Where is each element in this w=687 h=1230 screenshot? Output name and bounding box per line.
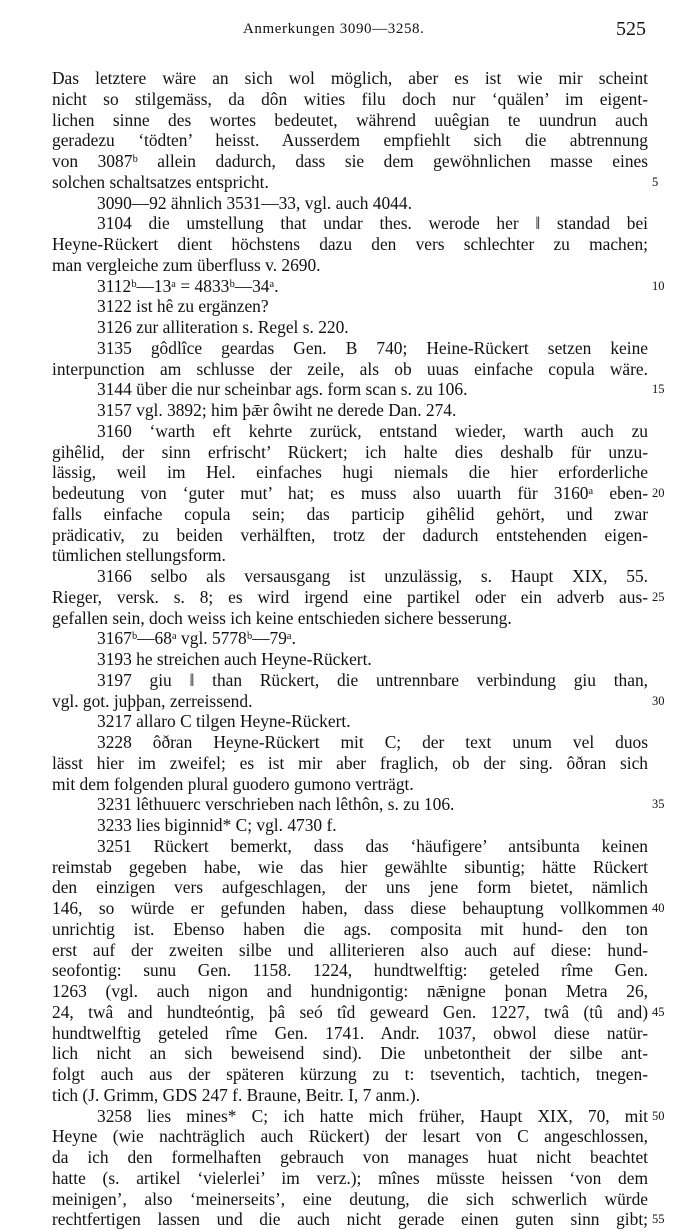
text-line-content: lichen sinne des wortes bedeutet, während uuêgian te uundrun auch: [52, 109, 648, 130]
text-line-content: von 3087ᵇ allein dadurch, dass sie dem gewöhnlichen masse eines: [52, 151, 648, 171]
text-line-content: bedeutung von ‘guter mut’ hat; es muss also uuarth für 3160ᵃ eben-: [52, 483, 648, 503]
margin-line-number: 50: [652, 1108, 665, 1123]
margin-line-number: 55: [652, 1212, 665, 1227]
text-line-content: 3090—92 ähnlich 3531—33, vgl. auch 4044.: [97, 192, 412, 213]
text-line-content: tümlichen stellungsform.: [52, 545, 226, 566]
text-line-content: lässig, weil im Hel. einfaches hugi niemals die hier erforderliche: [52, 462, 648, 483]
text-line: [52, 110, 648, 131]
text-line-content: 3197 giu ‖ than Rückert, die untrennbare verbindung giu than,: [97, 669, 648, 690]
text-line-content: tich (J. Grimm, GDS 247 f. Braune, Beitr. I, 7 anm.).: [52, 1084, 421, 1105]
text-line-content: 3166 selbo als versausgang ist unzulässig, s. Haupt XIX, 55.: [97, 566, 648, 586]
margin-line-number: 30: [652, 693, 665, 708]
margin-line-number: 15: [652, 382, 665, 397]
margin-line-number: 25: [652, 589, 665, 604]
text-line: [52, 130, 648, 151]
text-line: [52, 504, 648, 525]
text-line: [52, 815, 648, 836]
text-line: [52, 1209, 648, 1230]
page-number: 525: [616, 18, 646, 40]
margin-line-number: 45: [652, 1004, 665, 1019]
text-line-content: Das letztere wäre an sich wol möglich, aber es ist wie mir scheint: [52, 68, 648, 88]
text-line: [52, 172, 648, 193]
text-line-content: den einzigen vers aufgeschlagen, der uns jene form bietet, nämlich: [52, 877, 648, 898]
margin-line-number: 20: [652, 486, 665, 500]
text-line-content: nicht so stilgemäss, da dôn wities filu doch nur ‘quälen’ im eigent-: [52, 88, 648, 109]
running-title: Anmerkungen 3090—3258.: [243, 21, 425, 37]
text-line-content: 3167ᵇ—68ᵃ vgl. 5778ᵇ—79ᵃ.: [97, 628, 297, 649]
text-line: [52, 400, 648, 421]
text-line: [52, 1147, 648, 1168]
text-line-content: 146, so würde er gefunden haben, dass diese behauptung vollkommen: [52, 898, 648, 918]
text-line: [52, 732, 648, 753]
text-line-content: 3126 zur alliteration s. Regel s. 220.: [97, 317, 349, 337]
text-line-content: 3251 Rückert bemerkt, dass das ‘häufigere’ antsibunta keinen: [97, 835, 648, 856]
text-line-content: unrichtig ist. Ebenso haben die ags. composita mit hund- den ton: [52, 918, 648, 939]
text-line-content: Heyne (wie nachträglich auch Rückert) der lesart von C angeschlossen,: [52, 1126, 648, 1147]
text-line-content: interpunction am schlusse der zeile, als ob uuas einfache copula wäre.: [52, 358, 648, 379]
text-line: [52, 1064, 648, 1085]
text-line-content: 3160 ‘warth eft kehrte zurück, entstand wieder, warth auch zu: [97, 420, 648, 441]
running-header: [0, 18, 687, 44]
text-line: [52, 89, 648, 110]
text-line: [52, 691, 648, 712]
text-line: [52, 753, 648, 774]
text-line-content: 3258 lies mines* C; ich hatte mich früher, Haupt XIX, 70, mit: [97, 1105, 648, 1126]
text-line-content: 3193 he streichen auch Heyne-Rückert.: [97, 649, 372, 669]
text-line-content: lässt hier im zweifel; es ist mir aber fraglich, ob der sing. ôðran sich: [52, 752, 648, 773]
text-line: [52, 649, 648, 670]
text-line-content: Rieger, versk. s. 8; es wird irgend eine partikel oder ein adverb aus-: [52, 586, 648, 607]
text-line: [52, 483, 648, 504]
text-line-content: 3112ᵇ—13ᵃ = 4833ᵇ—34ᵃ.: [97, 275, 279, 296]
text-line-content: meinigen’, also ‘meinerseits’, eine deutung, die sich schwerlich würde: [52, 1188, 648, 1209]
text-line: [52, 379, 648, 400]
text-line: [52, 234, 648, 255]
text-line: [52, 794, 648, 815]
text-line-content: 3217 allaro C tilgen Heyne-Rückert.: [97, 711, 351, 732]
text-line-content: gihêlid, der sinn erfrischt’ Rückert; ich halte dies deshalb für unzu-: [52, 441, 648, 462]
text-line: [52, 628, 648, 649]
text-line-content: rechtfertigen lassen und die auch nicht gerade einen guten sinn gibt;: [52, 1209, 648, 1230]
text-line-content: man vergleiche zum überfluss v. 2690.: [52, 254, 321, 275]
text-line: [52, 1002, 648, 1023]
margin-line-number: 5: [652, 174, 659, 189]
text-line: [52, 525, 648, 546]
text-line-content: prädicativ, zu beiden verhälften, trotz der dadurch entstehenden eigen-: [52, 524, 648, 545]
text-line: [52, 940, 648, 961]
text-line-content: 3157 vgl. 3892; him þǣr ôwiht ne derede Dan. 274.: [97, 400, 457, 420]
text-line-content: geradezu ‘tödten’ heisst. Ausserdem empfiehlt sich die abtrennung: [52, 130, 648, 151]
margin-line-number: 35: [652, 797, 665, 812]
text-line: [52, 1168, 648, 1189]
margin-line-number: 40: [652, 901, 665, 915]
text-line-content: erst auf der zweiten silbe und alliterieren also auch auf diese: hund-: [52, 939, 648, 960]
text-line-content: Heyne-Rückert dient höchstens dazu den vers schlechter zu machen;: [52, 234, 648, 254]
margin-line-number: 10: [652, 278, 665, 293]
text-line: [52, 1126, 648, 1147]
text-line-content: gefallen sein, doch weiss ich keine entschieden sichere besserung.: [52, 607, 512, 628]
text-line-content: 24, twâ and hundteóntig, þâ seó tîd geweard Gen. 1227, twâ (tû and): [52, 1001, 648, 1022]
text-line-content: hundtwelftig geteled rîme Gen. 1741. Andr. 1037, obwol diese natür-: [52, 1022, 648, 1043]
text-line: [52, 545, 648, 566]
text-line-content: 3104 die umstellung that undar thes. werode her ‖ standad bei: [97, 213, 648, 234]
text-line: [52, 711, 648, 732]
text-line-content: da ich den formelhaften gebrauch von manages huat nicht beachtet: [52, 1147, 648, 1167]
text-line-content: mit dem folgenden plural guodero gumono verträgt.: [52, 773, 414, 794]
text-line-content: 3233 lies biginnid* C; vgl. 4730 f.: [97, 815, 337, 835]
text-line-content: solchen schaltsatzes entspricht.: [52, 171, 269, 192]
text-line-content: hatte (s. artikel ‘vielerlei’ im verz.); mînes müsste heissen ‘von dem: [52, 1167, 648, 1188]
text-line-content: 3122 ist hê zu ergänzen?: [97, 296, 269, 317]
text-line-content: falls einfache copula sein; das particip gihêlid gehört, und zwar: [52, 503, 648, 524]
text-line: [52, 1043, 648, 1064]
text-line-content: folgt auch aus der späteren kürzung zu t: tseventich, tachtich, tnegen-: [52, 1064, 648, 1084]
text-line-content: 3231 lêthuuerc verschrieben nach lêthôn, s. zu 106.: [97, 794, 455, 815]
text-line: [52, 608, 648, 629]
notes-body: [52, 68, 665, 1230]
text-line: [52, 919, 648, 940]
text-line-content: 1263 (vgl. auch nigon and hundnigontig: nǣnigne þonan Metra 26,: [52, 981, 648, 1001]
text-line: [52, 317, 648, 338]
text-line: [52, 276, 648, 297]
text-line: [52, 1023, 648, 1044]
text-line: [52, 193, 648, 214]
text-line-content: 3135 gôdlîce geardas Gen. B 740; Heine-Rückert setzen keine: [97, 337, 648, 358]
text-line: [52, 421, 648, 442]
text-line: [52, 442, 648, 463]
text-line: [52, 587, 648, 608]
text-line: [52, 296, 648, 317]
text-line-content: seofontig: sunu Gen. 1158. 1224, hundtwelftig: geteled rîme Gen.: [52, 960, 648, 981]
text-line-content: lich nicht an sich beweisend sind). Die unbetontheit der silbe ant-: [52, 1043, 648, 1064]
text-line: [52, 338, 648, 359]
text-line-content: 3144 über die nur scheinbar ags. form scan s. zu 106.: [97, 379, 468, 400]
text-line: [52, 68, 648, 89]
text-line: [52, 213, 648, 234]
text-line-content: vgl. got. juþþan, zerreissend.: [52, 690, 253, 711]
text-line-content: reimstab gegeben habe, wie das hier gewählte sibuntig; hätte Rückert: [52, 856, 648, 877]
text-line: [52, 836, 648, 857]
text-line-content: 3228 ôðran Heyne-Rückert mit C; der text unum vel duos: [97, 732, 648, 752]
text-line: [52, 857, 648, 878]
text-line: [52, 960, 648, 981]
text-line: [52, 1106, 648, 1127]
text-line: [52, 898, 648, 919]
